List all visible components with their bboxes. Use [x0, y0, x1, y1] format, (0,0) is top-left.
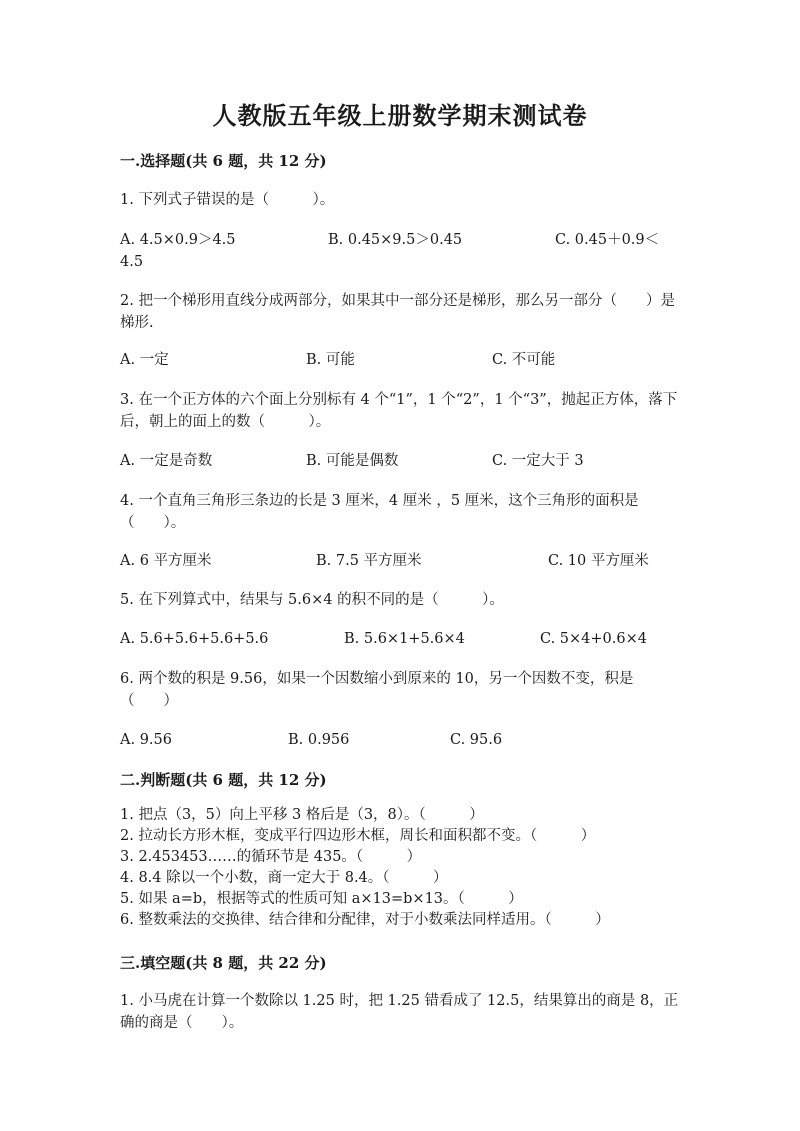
- question-text: 6. 两个数的积是 9.56，如果一个因数缩小到原来的 10，另一个因数不变，积是（ ）: [120, 671, 634, 709]
- option-b: B. 可能是偶数: [306, 453, 399, 469]
- option-c: C. 95.6: [450, 732, 503, 748]
- option-a: A. 一定是奇数: [120, 453, 213, 469]
- question-text: 5. 在下列算式中，结果与 5.6×4 的积不同的是（ ）。: [120, 592, 504, 608]
- option-b: B. 7.5 平方厘米: [316, 553, 422, 569]
- option-a: A. 一定: [120, 352, 169, 368]
- question-text: 1. 下列式子错误的是（ ）。: [120, 192, 335, 208]
- list-item: 2. 拉动长方形木框，变成平行四边形木框，周长和面积都不变。（ ）: [120, 828, 596, 844]
- section-heading-judge: 二.判断题(共 6 题，共 12 分): [120, 771, 327, 789]
- option-b: B. 5.6×1+5.6×4: [344, 631, 465, 647]
- option-c: C. 0.45＋0.9＜: [555, 232, 660, 248]
- option-c: C. 不可能: [492, 352, 556, 368]
- option-a: A. 6 平方厘米: [120, 553, 212, 569]
- section-heading-fill: 三.填空题(共 8 题，共 22 分): [120, 954, 327, 972]
- judge-list: [120, 805, 720, 931]
- question-text: 3. 在一个正方体的六个面上分别标有 4 个“1”，1 个“2”，1 个“3”，抛起正方体，落下后，朝上的面上的数（ ）。: [120, 392, 678, 430]
- option-b: B. 0.956: [288, 732, 350, 748]
- option-c: C. 一定大于 3: [492, 453, 584, 469]
- option-b: B. 可能: [306, 352, 355, 368]
- option-b: B. 0.45×9.5＞0.45: [328, 232, 463, 248]
- question-text: 1. 小马虎在计算一个数除以 1.25 时，把 1.25 错看成了 12.5，结果算出的商是 8，正确的商是（ ）。: [120, 993, 679, 1031]
- page-title: 人教版五年级上册数学期末测试卷: [212, 101, 588, 130]
- option-c: C. 10 平方厘米: [548, 553, 649, 569]
- list-item: 4. 8.4 除以一个小数，商一定大于 8.4。（ ）: [120, 870, 448, 886]
- option-c: C. 5×4+0.6×4: [540, 631, 647, 647]
- section-heading-choice: 一.选择题(共 6 题，共 12 分): [120, 152, 327, 170]
- option-a: A. 9.56: [120, 732, 172, 748]
- list-item: 1. 把点（3，5）向上平移 3 格后是（3，8）。（ ）: [120, 807, 484, 823]
- list-item: 5. 如果 a=b，根据等式的性质可知 a×13=b×13。（ ）: [120, 891, 523, 907]
- list-item: 6. 整数乘法的交换律、结合律和分配律，对于小数乘法同样适用。（ ）: [120, 912, 610, 928]
- list-item: 3. 2.453453……的循环节是 435。（ ）: [120, 849, 422, 865]
- option-c-wrap: 4.5: [120, 254, 144, 270]
- option-a: A. 4.5×0.9＞4.5: [120, 232, 236, 248]
- question-text: 4. 一个直角三角形三条边的长是 3 厘米，4 厘米 ，5 厘米，这个三角形的面积是（ ）。: [120, 493, 639, 531]
- option-a: A. 5.6+5.6+5.6+5.6: [120, 631, 269, 647]
- question-text: 2. 把一个梯形用直线分成两部分，如果其中一部分还是梯形，那么另一部分（ ）是梯形.: [120, 293, 675, 331]
